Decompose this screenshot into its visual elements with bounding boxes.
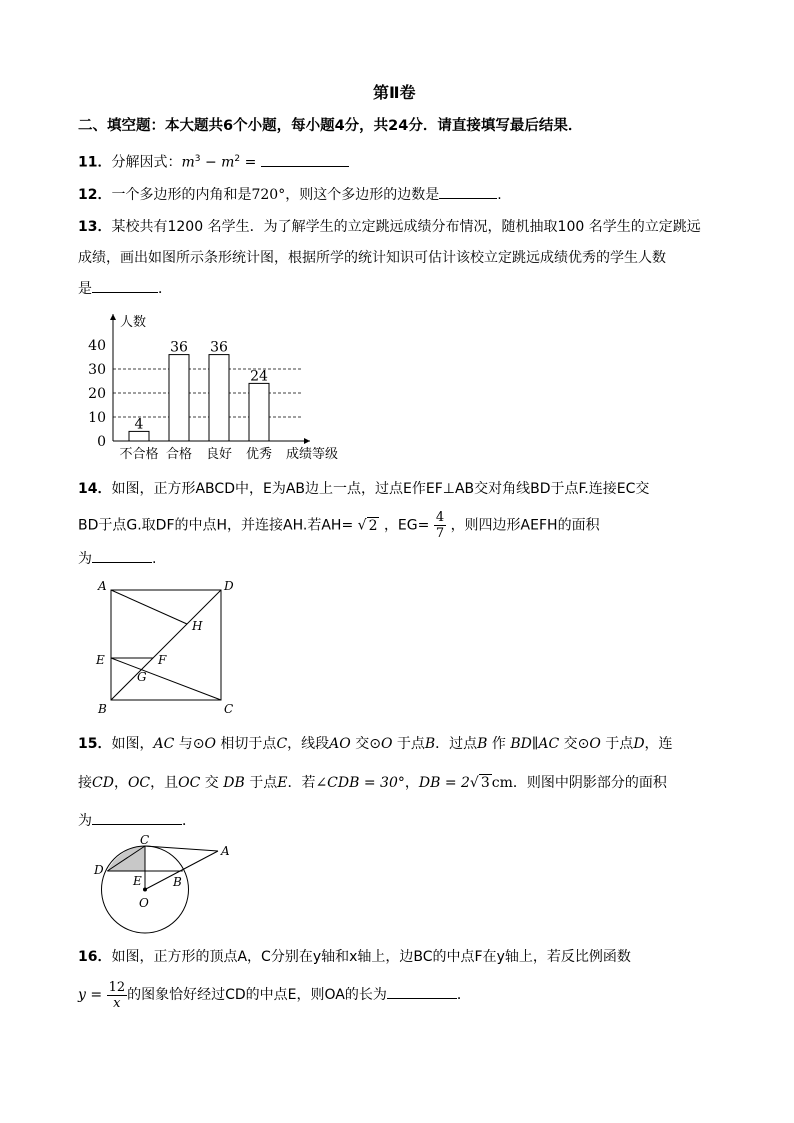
question-text: 交 (200, 775, 224, 791)
math-var: OC (127, 775, 151, 791)
question-number: 15． (78, 736, 112, 752)
math-var: O (204, 736, 216, 752)
question-text: ，连 (644, 736, 673, 752)
math-exponent: 2 (234, 154, 241, 164)
data-label: 36 (210, 339, 228, 356)
math-var: AC (153, 736, 175, 752)
question-text: ．则图中阴影部分的面积 (512, 775, 667, 791)
question-text: 为 (78, 551, 92, 567)
question-text: ．若 (287, 775, 316, 791)
bar (209, 355, 229, 441)
math-expr: ∠CDB = 30° (315, 775, 405, 791)
section-header: 二、填空题：本大题共6个小题，每小题4分，共24分．请直接填写最后结果． (78, 118, 583, 134)
question-text: 的图象恰好经过CD的中点E，则OA的长为 (127, 987, 387, 1003)
math-var: O (589, 736, 601, 752)
question-number: 11． (78, 154, 112, 171)
fraction-denominator: x (113, 995, 121, 1011)
question-15 (78, 733, 673, 755)
square-figure (92, 576, 242, 716)
math-var: DB (223, 775, 245, 791)
question-end: ． (456, 987, 471, 1003)
question-13-line2: 成绩，画出如图所示条形统计图，根据所学的统计知识可估计该校立定跳远成绩优秀的学生人数 (78, 250, 666, 266)
question-text: 为 (78, 813, 92, 829)
math-var: B (424, 736, 436, 752)
math-angle: 720° (251, 187, 286, 203)
question-text: 如图， (111, 736, 154, 752)
question-15-line2 (78, 772, 667, 794)
question-text: 作 (487, 736, 511, 752)
sqrt-expr: √ 2 (357, 517, 378, 534)
math-op: = (240, 154, 261, 171)
question-end: ． (158, 281, 172, 297)
data-label: 36 (170, 339, 188, 356)
category-label: 良好 (205, 447, 233, 462)
question-text: 与⊙ (174, 736, 205, 752)
y-tick-label: 0 (97, 434, 106, 450)
segment-ah (111, 590, 187, 624)
bar (129, 431, 149, 441)
question-text: 接 (78, 775, 92, 791)
bar (169, 355, 189, 441)
math-op: − (200, 154, 222, 171)
math-var: CD (92, 775, 114, 791)
label-c: C (140, 834, 150, 847)
question-text: ，则四边形AEFH的面积 (450, 517, 600, 534)
question-number: 16． (78, 949, 112, 965)
label-e: E (96, 653, 105, 667)
question-text: ， (404, 775, 419, 791)
question-12 (78, 184, 502, 206)
label-g: G (137, 670, 147, 684)
question-text: ，则这个多边形的边数是 (285, 187, 440, 203)
math-var: AO (329, 736, 351, 752)
y-tick-label: 20 (88, 386, 106, 402)
math-var: m (221, 154, 235, 171)
question-number: 13． (78, 219, 112, 235)
question-text: 交⊙ (350, 736, 381, 752)
circle-figure (90, 834, 250, 934)
answer-blank[interactable] (92, 548, 152, 563)
question-text: 相切于点 (215, 736, 277, 752)
question-16 (78, 946, 631, 968)
question-text: 某校共有1200 名学生．为了解学生的立定跳远成绩分布情况，随机抽取100 名学生的立定跳远 (111, 219, 701, 235)
label-e: E (133, 874, 142, 888)
math-var: m (181, 154, 195, 171)
question-14-line3 (78, 548, 156, 570)
label-a: A (98, 579, 107, 593)
question-14 (78, 478, 649, 500)
math-var: C (276, 736, 288, 752)
question-text: 于点 (392, 736, 425, 752)
question-text: 于点 (244, 775, 278, 791)
fraction-numerator: 4 (435, 510, 445, 525)
label-b: B (173, 875, 182, 889)
question-text: ，线段 (287, 736, 330, 752)
answer-blank[interactable] (439, 184, 497, 199)
diagonal-bd (111, 590, 221, 700)
math-var: D (633, 736, 645, 752)
fraction-denominator: 7 (435, 526, 445, 541)
question-text: 一个多边形的内角和是 (111, 187, 252, 203)
question-text: 分解因式： (111, 154, 182, 171)
math-unit: cm (491, 775, 513, 791)
answer-blank[interactable] (387, 984, 457, 999)
question-text: 交⊙ (559, 736, 590, 752)
question-end: . (152, 551, 157, 567)
question-text: ， (113, 775, 128, 791)
category-label: 合格 (165, 447, 193, 462)
category-label: 优秀 (245, 447, 273, 462)
label-d: D (94, 863, 104, 877)
y-axis-label: 人数 (120, 315, 147, 330)
math-var: O (380, 736, 393, 752)
question-text: BD于点G.取DF的中点H，并连接AH.若AH= (78, 517, 354, 534)
math-op: = (85, 987, 107, 1003)
math-var: y (78, 987, 86, 1003)
sqrt-radicand: 3 (480, 775, 490, 791)
y-tick-label: 30 (88, 362, 106, 378)
bar (249, 383, 269, 441)
label-b: B (98, 702, 107, 716)
fraction-numerator: 12 (108, 979, 126, 995)
math-var: B (477, 736, 488, 752)
page-title: 第Ⅱ卷 (373, 83, 416, 102)
fraction (434, 510, 446, 541)
question-14-line2 (78, 510, 600, 541)
sqrt-expr: √ 3 (469, 775, 490, 791)
question-16-line2 (78, 978, 471, 1012)
math-expr: BD∥AC (510, 736, 560, 752)
fraction (107, 980, 128, 1011)
question-number: 12． (78, 187, 112, 203)
label-o: O (139, 896, 149, 910)
math-exponent: 3 (194, 154, 201, 164)
question-13-line3 (78, 278, 172, 300)
answer-blank[interactable] (92, 810, 182, 825)
label-d: D (224, 579, 234, 593)
question-15-line3 (78, 810, 196, 832)
answer-blank[interactable] (261, 152, 349, 167)
math-expr: DB = 2 (418, 775, 470, 791)
label-f: F (158, 653, 167, 667)
x-axis-label: 成绩等级 (286, 447, 339, 462)
question-text: 于点 (600, 736, 634, 752)
question-end: ． (182, 813, 196, 829)
sqrt-radicand: 2 (368, 517, 378, 534)
answer-blank[interactable] (92, 278, 158, 293)
question-text: 如图，正方形ABCD中，E为AB边上一点，过点E作EF⊥AB交对角线BD于点F.连接EC交 (111, 481, 650, 497)
label-a: A (221, 844, 230, 858)
label-c: C (224, 702, 234, 716)
category-label: 不合格 (119, 447, 159, 462)
tangent-ac (145, 846, 218, 851)
question-text: ，且 (150, 775, 179, 791)
question-text: 如图，正方形的顶点A，C分别在y轴和x轴上，边BC的中点F在y轴上，若反比例函数 (111, 949, 631, 965)
y-tick-label: 40 (88, 338, 106, 354)
question-text: ，EG= (383, 517, 430, 534)
label-h: H (192, 619, 203, 633)
data-label: 24 (250, 368, 268, 385)
math-var: OC (178, 775, 201, 791)
math-var: E (277, 775, 288, 791)
data-label: 4 (134, 416, 144, 433)
center-point (143, 888, 147, 892)
question-text: ．过点 (435, 736, 478, 752)
question-13 (78, 216, 701, 238)
question-number: 14． (78, 481, 112, 497)
question-11 (78, 148, 349, 174)
bar-chart (80, 308, 380, 468)
y-tick-label: 10 (88, 410, 106, 426)
question-text: 是 (78, 281, 92, 297)
question-end: . (497, 187, 502, 203)
